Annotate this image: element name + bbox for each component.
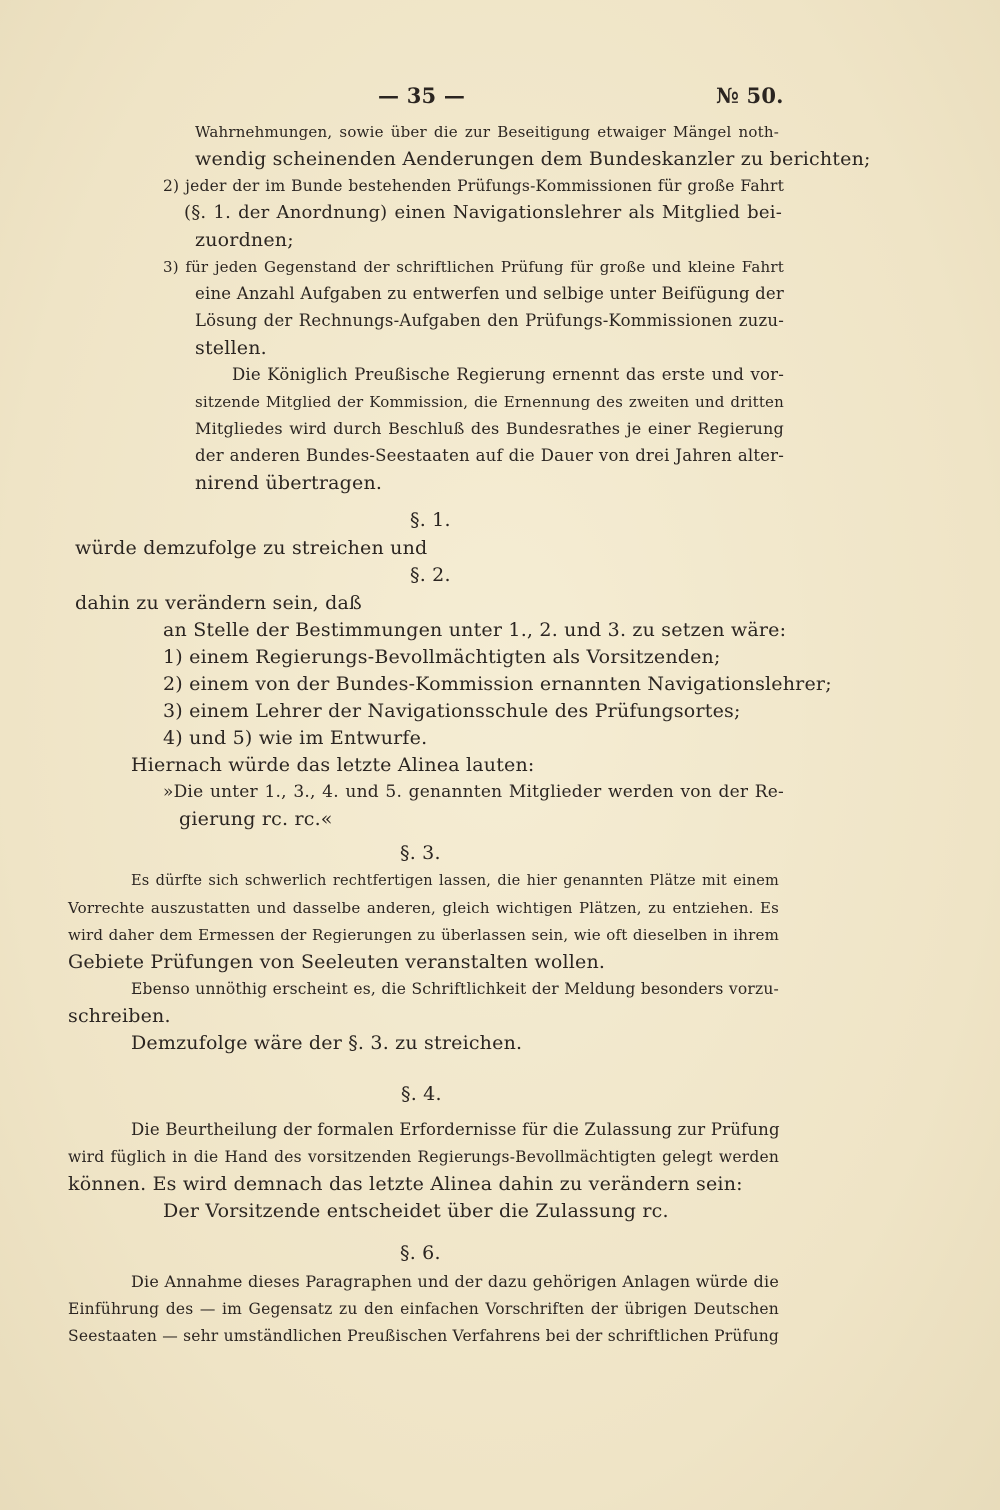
text-line: stellen. [195, 337, 267, 359]
text-line: Die Beurtheilung der formalen Erfordernisse für die Zulassung zur Prüfung [131, 1120, 780, 1139]
text-line: Gebiete Prüfungen von Seeleuten veranstalten wollen. [68, 951, 606, 973]
text-line: Der Vorsitzende entscheidet über die Zulassung rc. [163, 1200, 669, 1222]
section-heading: §. 4. [401, 1083, 442, 1105]
text-line: dahin zu verändern sein, daß [75, 592, 362, 614]
text-line: Einführung des — im Gegensatz zu den einfachen Vorschriften der übrigen Deutschen [68, 1300, 779, 1318]
text-line: (§. 1. der Anordnung) einen Navigationslehrer als Mitglied bei- [184, 202, 782, 223]
text-line: Ebenso unnöthig erscheint es, die Schriftlichkeit der Meldung besonders vorzu- [131, 980, 779, 998]
document-number: № 50. [716, 83, 784, 108]
section-heading: §. 3. [400, 842, 441, 864]
text-line: Hiernach würde das letzte Alinea lauten: [131, 754, 535, 776]
text-line: Demzufolge wäre der §. 3. zu streichen. [131, 1032, 523, 1054]
text-line: sitzende Mitglied der Kommission, die Ernennung des zweiten und dritten [195, 393, 784, 411]
text-line: 2) jeder der im Bunde bestehenden Prüfungs-Kommissionen für große Fahrt [163, 177, 784, 195]
text-line: wendig scheinenden Aenderungen dem Bundeskanzler zu berichten; [195, 148, 871, 170]
text-line: der anderen Bundes-Seestaaten auf die Dauer von drei Jahren alter- [195, 446, 784, 465]
text-line: gierung rc. rc.« [179, 808, 333, 830]
text-line: wird daher dem Ermessen der Regierungen zu überlassen sein, wie oft dieselben in ihrem [68, 926, 779, 944]
text-line: Es dürfte sich schwerlich rechtfertigen lassen, die hier genannten Plätze mit einem [131, 873, 779, 889]
text-line: Die Königlich Preußische Regierung ernennt das erste und vor- [232, 365, 784, 384]
section-heading: §. 1. [410, 509, 451, 531]
text-line: 4) und 5) wie im Entwurfe. [163, 727, 428, 749]
text-line: 1) einem Regierungs-Bevollmächtigten als Vorsitzenden; [163, 646, 721, 668]
text-line: wird füglich in die Hand des vorsitzenden Regierungs-Bevollmächtigten gelegt werden [68, 1148, 779, 1166]
text-line: Wahrnehmungen, sowie über die zur Beseitigung etwaiger Mängel noth- [195, 123, 779, 141]
section-heading: §. 2. [410, 564, 451, 586]
text-line: an Stelle der Bestimmungen unter 1., 2. und 3. zu setzen wäre: [163, 619, 787, 641]
text-line: eine Anzahl Aufgaben zu entwerfen und selbige unter Beifügung der [195, 284, 784, 303]
text-line: können. Es wird demnach das letzte Alinea dahin zu verändern sein: [68, 1173, 743, 1195]
text-line: Seestaaten — sehr umständlichen Preußischen Verfahrens bei der schriftlichen Prüfung [68, 1327, 779, 1345]
text-line: zuordnen; [195, 229, 294, 251]
text-line: Mitgliedes wird durch Beschluß des Bundesrathes je einer Regierung [195, 419, 784, 438]
text-line: 2) einem von der Bundes-Kommission ernannten Navigationslehrer; [163, 673, 832, 695]
text-line: 3) für jeden Gegenstand der schriftlichen Prüfung für große und kleine Fahrt [163, 258, 784, 276]
text-line: 3) einem Lehrer der Navigationsschule des Prüfungsortes; [163, 700, 741, 722]
text-line: Lösung der Rechnungs-Aufgaben den Prüfungs-Kommissionen zuzu- [195, 311, 784, 330]
page-number: — 35 — [378, 83, 466, 108]
text-line: schreiben. [68, 1005, 171, 1027]
section-heading: §. 6. [400, 1242, 441, 1264]
text-line: »Die unter 1., 3., 4. und 5. genannten Mitglieder werden von der Re- [163, 782, 784, 802]
text-line: würde demzufolge zu streichen und [75, 537, 428, 559]
text-line: nirend übertragen. [195, 472, 383, 494]
text-line: Vorrechte auszustatten und dasselbe anderen, gleich wichtigen Plätzen, zu entziehen. Es [68, 899, 779, 917]
text-line: Die Annahme dieses Paragraphen und der dazu gehörigen Anlagen würde die [131, 1272, 779, 1291]
